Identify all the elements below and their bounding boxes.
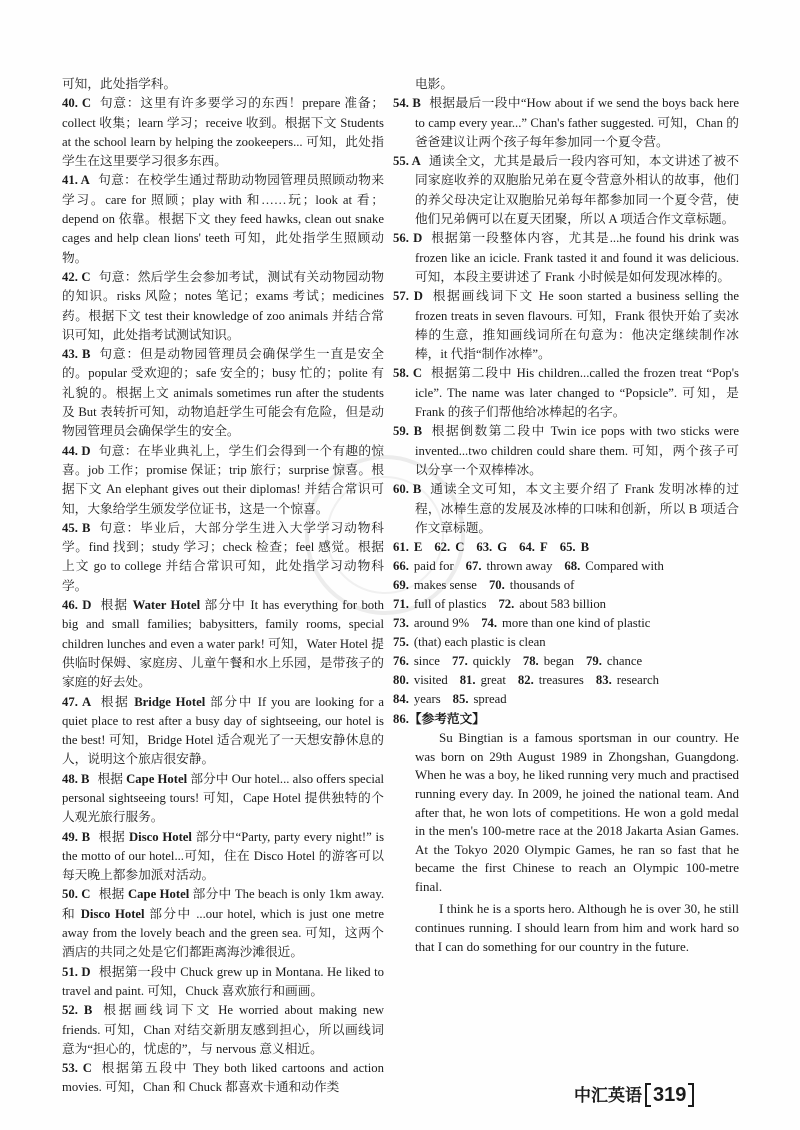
answer-number: 61. bbox=[393, 540, 409, 555]
answer-number: 80. bbox=[393, 673, 409, 688]
answer-pair bbox=[453, 692, 507, 706]
item-text: 根据 bbox=[99, 694, 135, 709]
answer-value: makes sense bbox=[413, 578, 477, 593]
answer-pair bbox=[393, 616, 469, 630]
answer-number: 82. bbox=[517, 673, 534, 688]
answer-value: treasures bbox=[538, 673, 584, 688]
item-number: 41. A bbox=[62, 173, 90, 188]
answer-pair bbox=[596, 673, 659, 687]
item-number: 46. D bbox=[62, 598, 92, 613]
item-text: 根据 bbox=[98, 887, 129, 902]
answer-value: G bbox=[497, 540, 508, 555]
answer-item bbox=[62, 519, 384, 596]
item-number: 52. B bbox=[62, 1003, 93, 1018]
answer-item bbox=[393, 480, 739, 538]
answer-pair bbox=[489, 578, 574, 592]
answer-item bbox=[62, 963, 384, 1002]
item-text: 句意：在毕业典礼上，学生们会得到一个有趣的惊喜。job 工作；promise 保证；trip 旅行；surprise 惊喜。根据下文 An elephant gives out their diplomas! 并结合常识可知，大象给学生颁发学位证书，这是一个惊喜。 bbox=[62, 443, 384, 516]
answer-number: 83. bbox=[595, 673, 612, 688]
item-text: 句意：在校学生通过帮助动物园管理员照顾动物来学习。care for 照顾；play with 和……玩；look at 看；depend on 依靠。根据下文 they feed hawks, clean out snake cages and help clean lions' teeth 可知，此处指学生照顾动物。 bbox=[62, 173, 385, 265]
item-keyword: Disco Hotel bbox=[80, 906, 145, 921]
item-text: 句意：这里有许多要学习的东西！prepare 准备；collect 收集；learn 学习；receive 收到。根据下文 Students at the school learn by helping the zookeepers... 可知，此处指学生在这里要学习很多东西。 bbox=[62, 96, 385, 169]
item-text: 通读全文，尤其是最后一段内容可知，本文讲述了被不同家庭收养的双胞胎兄弟在夏令营意外相认的故事，他们的养父母决定让双胞胎兄弟每年都参加同一个夏令营，使他们兄弟俩可以在夏天团聚，所以 A 项适合作文章标题。 bbox=[415, 154, 739, 227]
answer-number: 67. bbox=[465, 559, 482, 574]
answer-item bbox=[393, 364, 739, 422]
answer-pair bbox=[434, 540, 464, 554]
answer-pair bbox=[560, 540, 589, 554]
right-answer-list bbox=[393, 75, 739, 538]
answer-item bbox=[62, 828, 384, 886]
answer-row bbox=[393, 690, 739, 709]
answer-item bbox=[62, 268, 384, 345]
item-keyword: Bridge Hotel bbox=[134, 694, 206, 709]
essay-paragraph: Su Bingtian is a famous sportsman in our country. He was born on 29th August 1989 in Zhongshan, Guangdong. When he was a boy, he liked running very much and practised running every day. In 2009, he joined the national team. And after that, he won lots of competitions. He won a gold medal in the men's 100-metre race at the 2018 Jakarta Asian Games. At the Tokyo 2020 Olympic Games, he ran so fast that he became the first Chinese to reach an Olympic 100-metre final. bbox=[415, 730, 739, 894]
answer-item bbox=[393, 422, 739, 480]
item-text: 句意：然后学生会参加考试，测试有关动物园动物的知识。risks 风险；notes 笔记；exams 考试；medicines 药。根据下文 test their knowledge of zoo animals 并结合常识可知，此处指考试测试知识。 bbox=[62, 269, 384, 342]
item-text: 部分中 It has everything for both big and small families; babysitters, family rooms, special children lunches and even a water park! 可知，Water Hotel 提供临时保姆、家庭房、儿童午餐和水上乐园，是带孩子的家庭的好去处。 bbox=[62, 598, 384, 690]
answer-number: 62. bbox=[434, 540, 451, 555]
item-number: 48. B bbox=[62, 771, 90, 786]
answer-value: spread bbox=[473, 692, 507, 707]
item-number: 56. D bbox=[393, 231, 423, 246]
answer-pair bbox=[393, 559, 454, 573]
answer-row bbox=[393, 652, 739, 671]
answer-number: 66. bbox=[393, 559, 409, 574]
answer-pair bbox=[460, 673, 506, 687]
item-text: 根据最后一段中“How about if we send the boys back here to camp every year...” Chan's father suggested. 可知，Chan 的爸爸建议让两个孩子每年参加同一个夏令营。 bbox=[415, 96, 739, 149]
answer-pair bbox=[523, 654, 574, 668]
answer-value: quickly bbox=[472, 654, 511, 669]
short-answer-list bbox=[393, 538, 739, 709]
item-number: 43. B bbox=[62, 347, 91, 362]
answer-value: chance bbox=[606, 654, 643, 669]
item-keyword: Water Hotel bbox=[132, 598, 201, 613]
answer-value: B bbox=[580, 540, 590, 555]
answer-item bbox=[62, 770, 384, 828]
answer-item bbox=[62, 693, 384, 770]
answer-value: (that) each plastic is clean bbox=[413, 635, 546, 650]
item-text: 根据 bbox=[99, 598, 133, 613]
answer-value: research bbox=[616, 673, 659, 688]
answer-item bbox=[62, 1059, 384, 1098]
answer-value: full of plastics bbox=[413, 597, 487, 612]
left-column bbox=[62, 75, 384, 1098]
answer-item bbox=[62, 171, 384, 267]
answer-item bbox=[62, 1001, 384, 1059]
item-number: 40. C bbox=[62, 96, 92, 111]
answer-value: thrown away bbox=[486, 559, 553, 574]
item-number: 53. C bbox=[62, 1061, 92, 1076]
answer-item bbox=[62, 442, 384, 519]
item-text: 根据第二段中 His children...called the frozen treat “Pop's icle”. The name was later changed to “Popsicle”. 可知，是 Frank 的孩子们帮他给冰棒起的名字。 bbox=[415, 366, 739, 420]
answer-pair bbox=[393, 597, 486, 611]
answer-pair bbox=[393, 673, 448, 687]
answer-number: 63. bbox=[476, 540, 493, 555]
answer-pair bbox=[519, 540, 548, 554]
answer-row bbox=[393, 614, 739, 633]
answer-number: 85. bbox=[452, 692, 469, 707]
answer-item bbox=[62, 94, 384, 171]
item-number: 60. B bbox=[393, 482, 422, 497]
item-text: 根据 bbox=[98, 829, 129, 844]
footer-brand: 中汇英语 bbox=[574, 1086, 642, 1105]
answer-pair bbox=[564, 559, 663, 573]
answer-number: 84. bbox=[393, 692, 409, 707]
answer-item bbox=[62, 596, 384, 692]
answer-pair bbox=[466, 559, 553, 573]
answer-item bbox=[393, 287, 739, 364]
item-keyword: Disco Hotel bbox=[129, 829, 192, 844]
answer-pair bbox=[518, 673, 584, 687]
essay-heading bbox=[393, 709, 739, 729]
answer-number: 81. bbox=[459, 673, 476, 688]
item-number: 50. C bbox=[62, 887, 91, 902]
item-number: 42. C bbox=[62, 269, 91, 284]
item-text: 电影。 bbox=[415, 77, 454, 91]
answer-item bbox=[62, 885, 384, 962]
answer-pair bbox=[393, 540, 422, 554]
item-text: 可知，此处指学科。 bbox=[62, 77, 177, 91]
answer-item bbox=[393, 94, 739, 152]
item-number: 55. A bbox=[393, 154, 421, 169]
answer-row bbox=[393, 576, 739, 595]
answer-number: 73. bbox=[393, 616, 409, 631]
answer-row bbox=[393, 557, 739, 576]
item-text: 根据第一段整体内容，尤其是...he found his drink was frozen like an icicle. Frank tasted it and found it was delicious. 可知，本段主要讲述了 Frank 小时候是如何发现冰棒的。 bbox=[415, 231, 739, 284]
answer-item bbox=[62, 75, 384, 94]
essay-label: 【参考范文】 bbox=[408, 712, 485, 727]
item-text: 部分中 Our hotel... also offers special personal sightseeing tours! 可知，Cape Hotel 提供独特的个人观光旅行服务。 bbox=[62, 771, 385, 825]
item-number: 59. B bbox=[393, 424, 423, 439]
answer-number: 64. bbox=[519, 540, 535, 555]
item-keyword: Cape Hotel bbox=[128, 887, 190, 902]
answer-value: since bbox=[413, 654, 440, 669]
item-text: 部分中 The beach is only 1km away. 和 bbox=[62, 887, 385, 921]
answer-number: 79. bbox=[586, 654, 602, 669]
page-footer bbox=[574, 1082, 694, 1109]
answer-pair bbox=[393, 578, 477, 592]
item-number: 47. A bbox=[62, 694, 92, 709]
answer-number: 72. bbox=[498, 597, 515, 612]
answer-number: 69. bbox=[393, 578, 409, 593]
answer-pair bbox=[498, 597, 606, 611]
answer-row bbox=[393, 595, 739, 614]
item-text: 根据画线词下文 He worried about making new friends. 可知，Chan 对结交新朋友感到担心，所以画线词意为“担心的，忧虑的”，与 nervous 意义相近。 bbox=[62, 1003, 384, 1056]
answer-row bbox=[393, 633, 739, 652]
answer-pair bbox=[481, 616, 650, 630]
answer-number: 74. bbox=[481, 616, 498, 631]
item-text: 部分中“Party, party every night!” is the motto of our hotel...可知，住在 Disco Hotel 的游客可以每天晚上都参加派对活动。 bbox=[62, 829, 385, 883]
answer-item bbox=[393, 75, 739, 94]
answer-pair bbox=[393, 635, 546, 649]
answer-item bbox=[393, 229, 739, 287]
answer-pair bbox=[476, 540, 507, 554]
answer-number: 78. bbox=[522, 654, 539, 669]
essay-number: 86. bbox=[393, 712, 409, 727]
answer-value: F bbox=[539, 540, 548, 555]
answer-value: more than one kind of plastic bbox=[502, 616, 651, 631]
item-number: 58. C bbox=[393, 366, 423, 381]
item-text: 根据第一段中 Chuck grew up in Montana. He liked to travel and paint. 可知，Chuck 喜欢旅行和画画。 bbox=[62, 964, 384, 998]
item-text: 句意：但是动物园管理员会确保学生一直是安全的。popular 受欢迎的；safe 安全的；busy 忙的；polite 有礼貌的。根据上文 animals sometimes run after the students 及 But 表转折可知，动物追赶学生可能会有危险，但是动物园管理员会确保学生的安全。 bbox=[62, 347, 384, 439]
answer-number: 77. bbox=[451, 654, 468, 669]
answer-value: about 583 billion bbox=[519, 597, 607, 612]
item-text: 部分中 If you are looking for a quiet place to rest after a busy day of sightseeing, our hotel is the best! 可知，Bridge Hotel 适合观光了一天想安静休息的人，说明这个旅店很安静。 bbox=[62, 694, 384, 767]
item-text: 根据第五段中 They both liked cartoons and action movies. 可知，Chan 和 Chuck 都喜欢卡通和动作类 bbox=[62, 1061, 384, 1095]
page-number: 319 bbox=[645, 1082, 694, 1108]
answer-value: years bbox=[413, 692, 441, 707]
right-column bbox=[393, 75, 739, 956]
answer-number: 70. bbox=[488, 578, 505, 593]
essay-paragraph: I think he is a sports hero. Although he is over 30, he still continues running. I should learn from him and work hard so that I can do something for our country in the future. bbox=[415, 901, 739, 954]
answer-value: C bbox=[455, 540, 465, 555]
answer-item bbox=[62, 345, 384, 441]
answer-pair bbox=[452, 654, 511, 668]
item-text: 通读全文可知，本文主要介绍了 Frank 发明冰棒的过程，冰棒生意的发展及冰棒的口味和创新，所以 B 项适合作文章标题。 bbox=[415, 482, 739, 535]
answer-pair bbox=[586, 654, 642, 668]
answer-pair bbox=[393, 692, 441, 706]
answer-value: E bbox=[413, 540, 423, 555]
answer-row bbox=[393, 671, 739, 690]
item-text: 根据 bbox=[97, 771, 127, 786]
answer-value: visited bbox=[413, 673, 448, 688]
answer-value: Compared with bbox=[585, 559, 664, 574]
item-number: 49. B bbox=[62, 829, 91, 844]
answer-value: paid for bbox=[413, 559, 454, 574]
answer-number: 75. bbox=[393, 635, 409, 650]
left-answer-list bbox=[62, 75, 384, 1098]
item-text: 部分中 ...our hotel, which is just one metre away from the lovely beach and the green sea. 可知，这两个酒店的共同之处是它们都距离海沙滩很近。 bbox=[62, 906, 384, 960]
answer-number: 76. bbox=[393, 654, 409, 669]
item-number: 57. D bbox=[393, 289, 423, 304]
item-text: 根据画线词下文 He soon started a business selling the frozen treats in seven flavours. 可知，Frank 很快开始了卖冰棒的生意，推知画线词所在句意为：他决定继续制作冰棒，it 代指“制作冰棒”。 bbox=[415, 289, 739, 362]
answer-value: began bbox=[543, 654, 575, 669]
item-text: 句意：毕业后，大部分学生进入大学学习动物科学。find 找到；study 学习；check 检查；feel 感觉。根据上文 go to college 并结合常识可知，此处指学习动物科学。 bbox=[62, 520, 384, 593]
item-number: 44. D bbox=[62, 443, 91, 458]
answer-item bbox=[393, 152, 739, 229]
item-keyword: Cape Hotel bbox=[126, 771, 188, 786]
answer-number: 68. bbox=[564, 559, 581, 574]
answer-value: around 9% bbox=[413, 616, 470, 631]
answer-value: thousands of bbox=[509, 578, 575, 593]
answer-number: 65. bbox=[559, 540, 576, 555]
answer-row bbox=[393, 538, 739, 557]
answer-value: great bbox=[480, 673, 506, 688]
answer-number: 71. bbox=[393, 597, 409, 612]
answer-pair bbox=[393, 654, 440, 668]
item-number: 51. D bbox=[62, 964, 91, 979]
item-number: 54. B bbox=[393, 96, 421, 111]
item-text: 根据倒数第二段中 Twin ice pops with two sticks were invented...two children could share them. 可知，两个孩子可以分享一个双棒棒冰。 bbox=[415, 424, 739, 477]
item-number: 45. B bbox=[62, 520, 91, 535]
model-essay bbox=[393, 729, 739, 956]
